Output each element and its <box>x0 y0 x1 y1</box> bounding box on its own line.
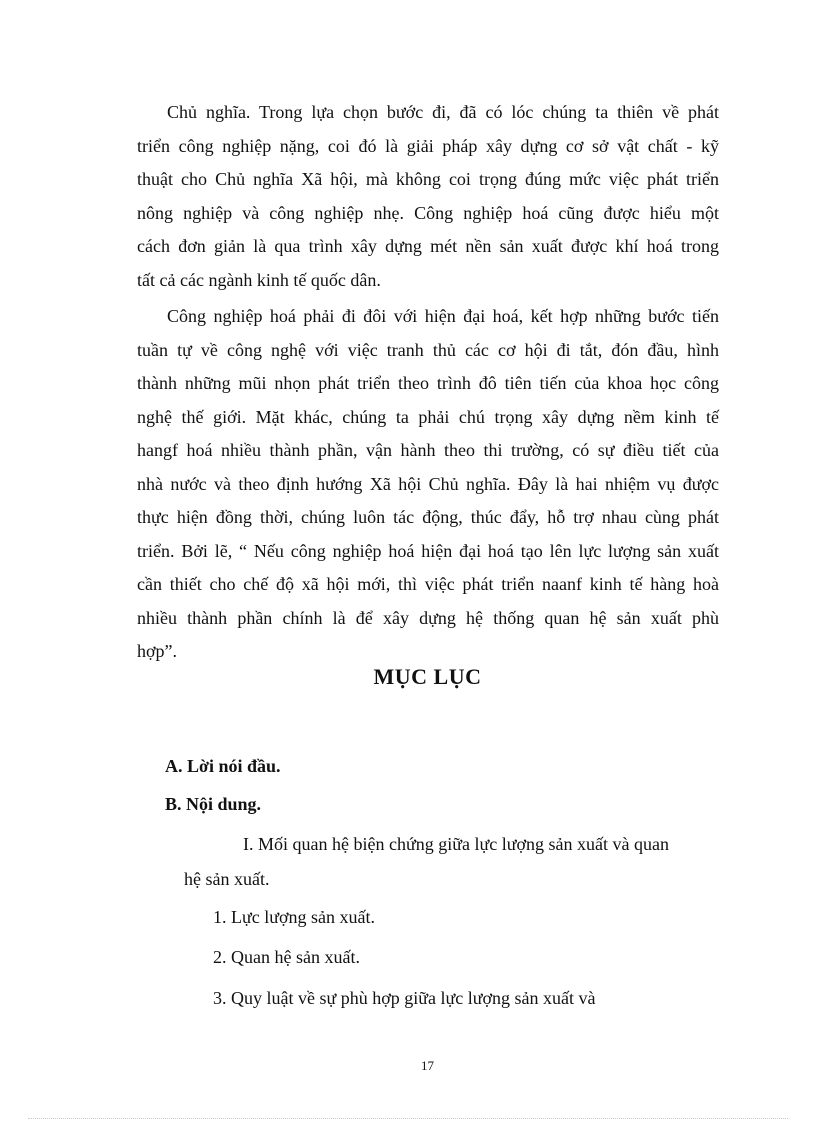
paragraph-2-line: thực hiện đồng thời, chúng luôn tác động, thúc đẩy, hỗ trợ nhau cùng phát <box>137 507 719 527</box>
toc-item-1: 1. Lực lượng sản xuất. <box>213 907 375 927</box>
paragraph-2-line: hợp”. <box>137 641 178 661</box>
paragraph-2-line: tuần tự về công nghệ với việc tranh thủ các cơ hội đi tắt, đón đầu, hình <box>137 339 719 360</box>
paragraph-2-line: cần thiết cho chế độ xã hội mới, thì việc phát triển naanf kinh tế hàng hoà <box>137 574 719 594</box>
toc-title: MỤC LỤC <box>373 664 482 689</box>
paragraph-2 <box>137 300 719 669</box>
paragraph-1 <box>137 96 719 297</box>
toc-item-a: A. Lời nói đầu. <box>165 756 281 776</box>
page-bottom-rule <box>28 1118 788 1119</box>
paragraph-1-line: Chủ nghĩa. Trong lựa chọn bước đi, đã có lóc chúng ta thiên về phát <box>167 102 719 122</box>
paragraph-1-line: cách đơn giản là qua trình xây dựng mét nền sản xuất được khí hoá trong <box>137 236 719 256</box>
paragraph-1-line: triển công nghiệp nặng, coi đó là giải pháp xây dựng cơ sở vật chất - kỹ <box>137 135 719 156</box>
paragraph-2-line: nhiều thành phần chính là để xây dựng hệ thống quan hệ sản xuất phù <box>137 607 719 628</box>
page-number: 17 <box>421 1058 434 1073</box>
paragraph-2-line: nghệ thế giới. Mặt khác, chúng ta phải chú trọng xây dựng nềm kinh tế <box>137 406 719 427</box>
paragraph-1-line: thuật cho Chủ nghĩa Xã hội, mà không coi trọng đúng mức việc phát triển <box>137 169 719 189</box>
paragraph-2-line: thành những mũi nhọn phát triển theo trình đô tiên tiến của khoa học công <box>137 373 719 393</box>
paragraph-2-line: nhà nước và theo định hướng Xã hội Chủ nghĩa. Đây là hai nhiệm vụ được <box>137 473 719 494</box>
paragraph-2-line: hangf hoá nhiều thành phần, vận hành theo thi trường, có sự điều tiết của <box>137 440 719 460</box>
toc-item-3: 3. Quy luật về sự phù hợp giữa lực lượng sản xuất và <box>213 988 596 1008</box>
toc-item-i: I. Mối quan hệ biện chứng giữa lực lượng sản xuất và quan <box>243 834 669 854</box>
paragraph-1-line: tất cả các ngành kinh tế quốc dân. <box>137 269 381 290</box>
toc-item-b: B. Nội dung. <box>165 794 262 814</box>
paragraph-2-line: Công nghiệp hoá phải đi đôi với hiện đại hoá, kết hợp những bước tiến <box>167 306 719 326</box>
toc-item-2: 2. Quan hệ sản xuất. <box>213 947 360 967</box>
paragraph-1-line: nông nghiệp và công nghiệp nhẹ. Công nghiệp hoá cũng được hiểu một <box>137 202 719 223</box>
toc-item-i-continued: hệ sản xuất. <box>184 869 270 889</box>
paragraph-2-line: triển. Bởi lẽ, “ Nếu công nghiệp hoá hiện đại hoá tạo lên lực lượng sản xuất <box>137 540 719 561</box>
